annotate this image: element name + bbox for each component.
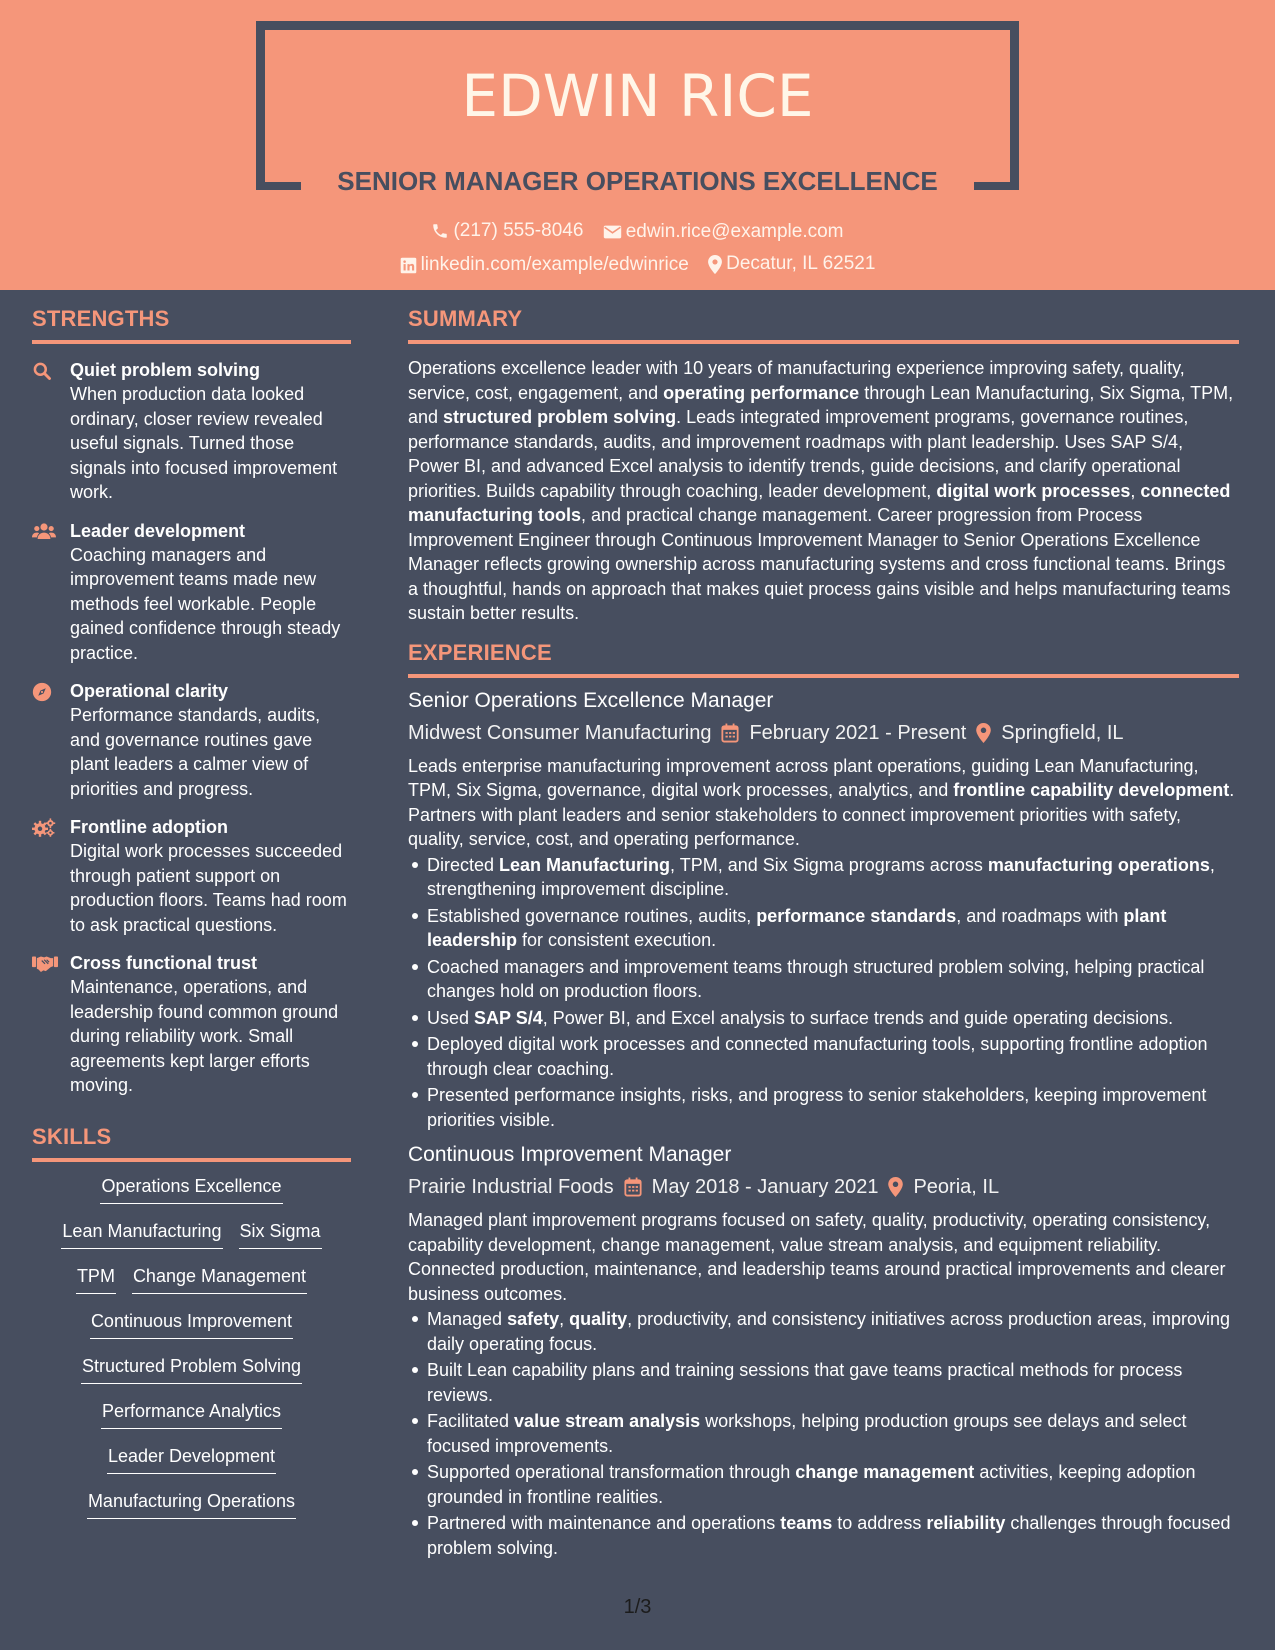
text-run: Coached managers and improvement teams through structured problem solving, helping practical changes hold on production floors.: [427, 956, 1205, 1001]
strength-title: Frontline adoption: [70, 817, 228, 837]
job-entry: [408, 687, 1239, 1133]
strength-item: [32, 951, 351, 1098]
strength-title: Quiet problem solving: [70, 360, 261, 380]
envelope-icon: [603, 224, 622, 240]
job-location: Peoria, IL: [913, 1176, 1000, 1198]
calendar-icon: [721, 723, 739, 743]
skills-rule: [32, 1158, 351, 1162]
bold-phrase: reliability: [926, 1513, 1006, 1533]
text-run: Deployed digital work processes and connected manufacturing tools, supporting frontline adoption through clear coaching.: [427, 1034, 1208, 1079]
bold-phrase: safety: [507, 1309, 560, 1329]
bullet-item: [408, 955, 1239, 1004]
skill-tag: TPM: [76, 1264, 116, 1294]
text-run: Managed plant improvement programs focused on safety, quality, productivity, operating consistency, capability development, change management, value stream analysis, and equipment reliability. Connected production, maintenance, and leadership teams around practical improvements and clearer business outcomes.: [408, 1210, 1226, 1304]
skill-tag: Six Sigma: [239, 1219, 322, 1249]
page-number: 1/3: [623, 1596, 652, 1618]
skill-tag: Manufacturing Operations: [87, 1489, 296, 1519]
text-run: ,: [559, 1309, 570, 1329]
strengths-rule: [32, 340, 351, 344]
job-company: Prairie Industrial Foods: [408, 1176, 614, 1198]
job-entry: [408, 1141, 1239, 1560]
summary-rule: [408, 340, 1239, 344]
bold-phrase: digital work processes: [936, 480, 1131, 501]
skills-heading: SKILLS: [32, 1123, 112, 1149]
phone-text: (217) 555-8046: [453, 220, 584, 241]
bullet-item: [408, 1409, 1239, 1458]
map-pin-icon: [888, 1177, 903, 1197]
strength-item: [32, 679, 351, 801]
main-column: [408, 306, 1239, 1562]
text-run: , TPM, and Six Sigma programs across: [670, 854, 988, 875]
text-run: , and roadmaps with: [956, 905, 1124, 926]
job-title: Continuous Improvement Manager: [408, 1143, 732, 1166]
contact-line-1: [0, 220, 1275, 246]
text-run: Presented performance insights, risks, and progress to senior stakeholders, keeping improvement priorities visible.: [427, 1085, 1207, 1130]
text-run: for consistent execution.: [517, 930, 717, 950]
bullet-item: [408, 904, 1239, 953]
job-dates: February 2021 - Present: [749, 721, 967, 744]
job-location: Springfield, IL: [1001, 721, 1124, 744]
job-bullets: [408, 1307, 1239, 1560]
skill-tag: Continuous Improvement: [90, 1309, 293, 1339]
summary-heading: SUMMARY: [408, 306, 523, 331]
strength-title: Operational clarity: [70, 681, 229, 701]
job-bullets: [408, 853, 1239, 1133]
experience-heading: EXPERIENCE: [408, 639, 552, 665]
strength-title: Cross functional trust: [70, 953, 258, 973]
gears-icon: [32, 818, 56, 838]
bold-phrase: manufacturing operations: [987, 854, 1210, 875]
bullet-item: [408, 1460, 1239, 1509]
candidate-name: EDWIN RICE: [461, 62, 814, 130]
bullet-item: [408, 853, 1239, 902]
job-company: Midwest Consumer Manufacturing: [408, 721, 712, 744]
text-run: Facilitated: [427, 1411, 515, 1431]
text-run: , and practical change management. Career progression from Process Improvement Engineer through Continuous Improvement Manager to Senior Operations Excellence Manager reflects growing ownership across manufacturing systems and cross functional teams. Brings a thoughtful, hands on approach that makes quiet process gains visible and helps manufacturing teams sustain better results.: [408, 505, 1231, 623]
text-run: . Partners with plant leaders and senior stakeholders to connect improvement priorities with safety, quality, service, cost, and operating performance.: [408, 780, 1235, 849]
text-run: Supported operational transformation through: [427, 1462, 796, 1482]
text-run: challenges through focused problem solving.: [427, 1513, 1231, 1558]
skill-tag: Change Management: [132, 1264, 307, 1294]
bold-phrase: value stream analysis: [514, 1411, 701, 1431]
contact-email[interactable]: [603, 221, 844, 243]
bold-phrase: quality: [569, 1309, 628, 1329]
text-run: Operations excellence leader with 10 years of manufacturing experience improving safety, quality, service, cost, engagement, and: [408, 358, 1185, 403]
skill-tag: Leader Development: [107, 1444, 276, 1474]
bold-phrase: Lean Manufacturing: [499, 854, 671, 875]
text-run: Used: [427, 1007, 475, 1028]
text-run: Built Lean capability plans and training sessions that gave teams practical methods for process reviews.: [427, 1360, 1183, 1405]
map-pin-icon: [976, 723, 991, 743]
map-pin-icon: [708, 255, 722, 274]
contact-line-2: [0, 253, 1275, 280]
strength-desc: Coaching managers and improvement teams made new methods feel workable. People gained confidence through steady practice.: [70, 544, 341, 663]
job-description: [408, 754, 1239, 852]
text-run: activities, keeping adoption grounded in frontline realities.: [427, 1462, 1196, 1507]
users-icon: [32, 522, 56, 540]
strengths-heading: STRENGTHS: [32, 306, 170, 331]
job-meta: [408, 1173, 1239, 1201]
sidebar: [32, 306, 351, 1534]
linkedin-icon: [400, 257, 417, 274]
job-headline: SENIOR MANAGER OPERATIONS EXCELLENCE: [337, 166, 938, 196]
job-title: Senior Operations Excellence Manager: [408, 688, 774, 712]
calendar-icon: [624, 1177, 642, 1197]
bullet-item: [408, 1083, 1239, 1132]
text-run: , productivity, and consistency initiatives across production areas, improving daily operating focus.: [427, 1309, 1231, 1354]
compass-icon: [32, 682, 52, 702]
text-run: , Power BI, and Excel analysis to surface trends and guide operating decisions.: [542, 1007, 1174, 1028]
bold-phrase: change management: [795, 1462, 975, 1482]
bullet-item: [408, 1511, 1239, 1560]
bold-phrase: connected manufacturing tools: [408, 480, 1231, 525]
text-run: Established governance routines, audits,: [427, 905, 757, 926]
strength-title: Leader development: [70, 520, 246, 541]
strength-desc: When production data looked ordinary, closer review revealed useful signals. Turned those signals into focused improvement work.: [70, 384, 338, 502]
text-run: Partnered with maintenance and operations: [427, 1513, 781, 1533]
location-text: Decatur, IL 62521: [726, 253, 876, 274]
contact-linkedin[interactable]: [400, 254, 689, 276]
bold-phrase: teams: [780, 1513, 833, 1533]
skills-list: [32, 1174, 351, 1534]
bullet-item: [408, 1358, 1239, 1407]
skill-tag: Performance Analytics: [101, 1399, 282, 1429]
text-run: Managed: [427, 1309, 508, 1329]
strength-item: [32, 358, 351, 505]
strength-desc: Performance standards, audits, and governance routines gave plant leaders a calmer view of priorities and progress.: [70, 705, 321, 799]
skill-tag: Structured Problem Solving: [81, 1354, 302, 1384]
text-run: Leads enterprise manufacturing improvement across plant operations, guiding Lean Manufacturing, TPM, Six Sigma, governance, digital work processes, analytics, and: [408, 755, 1199, 800]
strength-desc: Maintenance, operations, and leadership found common ground during reliability work. Small agreements kept larger efforts moving.: [70, 977, 339, 1095]
linkedin-text: linkedin.com/example/edwinrice: [420, 254, 689, 275]
search-icon: [32, 361, 52, 381]
summary-text: [408, 356, 1239, 626]
bullet-item: [408, 1032, 1239, 1081]
contact-phone[interactable]: [431, 220, 583, 242]
bold-phrase: frontline capability development: [953, 780, 1230, 800]
skill-tag: Lean Manufacturing: [61, 1219, 222, 1249]
text-run: . Leads integrated improvement programs, governance routines, performance standards, audits, and improvement roadmaps with plant leadership. Uses SAP S/4, Power BI, and advanced Excel analysis to identify trends, guide decisions, and clarify operational priorities. Builds capability through coaching, leader development,: [408, 407, 1189, 501]
bold-phrase: SAP S/4: [474, 1007, 543, 1028]
header-banner: [0, 0, 1275, 290]
handshake-icon: [32, 954, 58, 972]
phone-icon: [431, 222, 449, 240]
text-run: through Lean Manufacturing, Six Sigma, TPM, and: [408, 382, 1234, 427]
strength-desc: Digital work processes succeeded through patient support on production floors. Teams had room to ask practical questions.: [70, 841, 347, 935]
strength-item: [32, 815, 351, 937]
bold-phrase: plant leadership: [427, 905, 1167, 950]
bullet-item: [408, 1307, 1239, 1356]
skill-tag: Operations Excellence: [100, 1174, 282, 1204]
strength-item: [32, 519, 351, 666]
text-run: workshops, helping production groups see delays and select focused improvements.: [427, 1411, 1187, 1456]
text-run: Directed: [427, 854, 500, 875]
text-run: , strengthening improvement discipline.: [427, 854, 1215, 899]
text-run: to address: [832, 1513, 927, 1533]
job-description: [408, 1208, 1239, 1306]
bold-phrase: performance standards: [756, 905, 957, 926]
bold-phrase: operating performance: [663, 382, 860, 403]
email-text: edwin.rice@example.com: [625, 221, 844, 242]
text-run: ,: [1130, 480, 1141, 501]
job-dates: May 2018 - January 2021: [651, 1176, 879, 1198]
job-meta: [408, 719, 1239, 747]
contact-location: [708, 253, 875, 275]
bullet-item: [408, 1006, 1239, 1031]
experience-rule: [408, 674, 1239, 678]
bold-phrase: structured problem solving: [443, 407, 677, 427]
